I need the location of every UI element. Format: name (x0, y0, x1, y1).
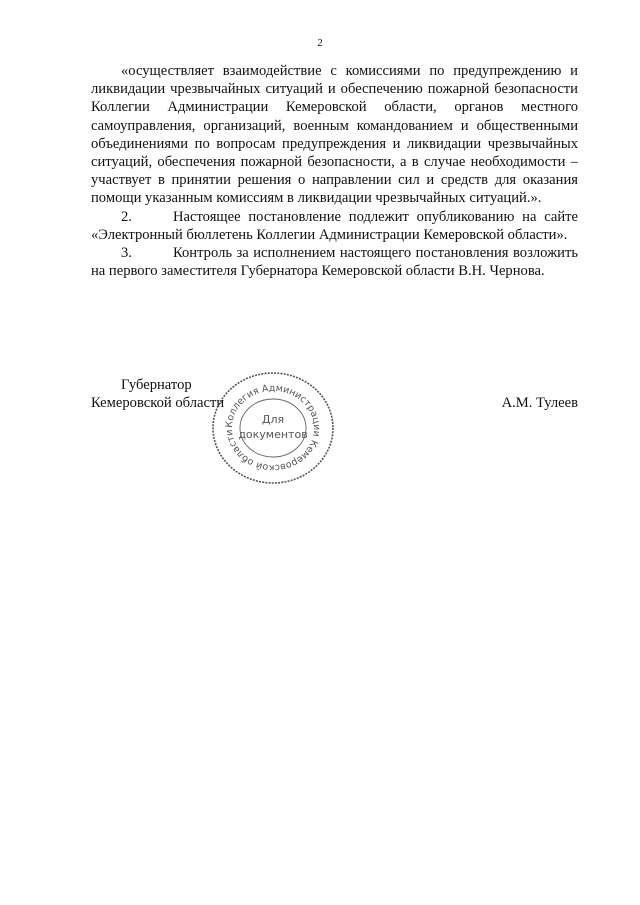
paragraph-2 (91, 208, 578, 244)
stamp-center-line1: Для (261, 413, 285, 426)
paragraph-3 (91, 244, 578, 280)
signatory-region: Кемеровской области (91, 395, 225, 412)
paragraph-number: 3. (121, 245, 132, 262)
stamp-ring-textpath: Коллегия Администрации Кемеровской области (223, 382, 323, 474)
document-body (91, 62, 578, 280)
paragraph-text: Настоящее постановление подлежит опубликованию на сайте «Электронный бюллетень Коллегии Администрации Кемеровской области». (91, 208, 578, 243)
stamp-center-line2: документов (238, 428, 308, 441)
signatory-position: Губернатор (121, 377, 192, 393)
stamp-graphic (208, 368, 338, 488)
paragraph-text: «осуществляет взаимодействие с комиссиями по предупреждению и ликвидации чрезвычайных ситуаций и обеспечению пожарной безопасности Коллегии Администрации Кемеровской области, органов местного самоуправления, организаций, военным командованием и общественными объединениями по вопросам предупреждения и ликвидации чрезвычайных ситуаций, обеспечения пожарной безопасности, а в случае необходимости – участвует в принятии решения о направлении сил и средств для оказания помощи указанным комиссиям в ликвидации чрезвычайных ситуаций.». (91, 63, 578, 207)
paragraph-quoted-text (91, 62, 578, 208)
paragraph-text: Контроль за исполнением настоящего постановления возложить на первого заместителя Губернатора Кемеровской области В.Н. Чернова. (91, 245, 578, 280)
signatory-name: А.М. Тулеев (501, 395, 578, 412)
official-seal-stamp (208, 368, 338, 488)
page-number: 2 (317, 37, 323, 49)
paragraph-number: 2. (121, 208, 132, 225)
